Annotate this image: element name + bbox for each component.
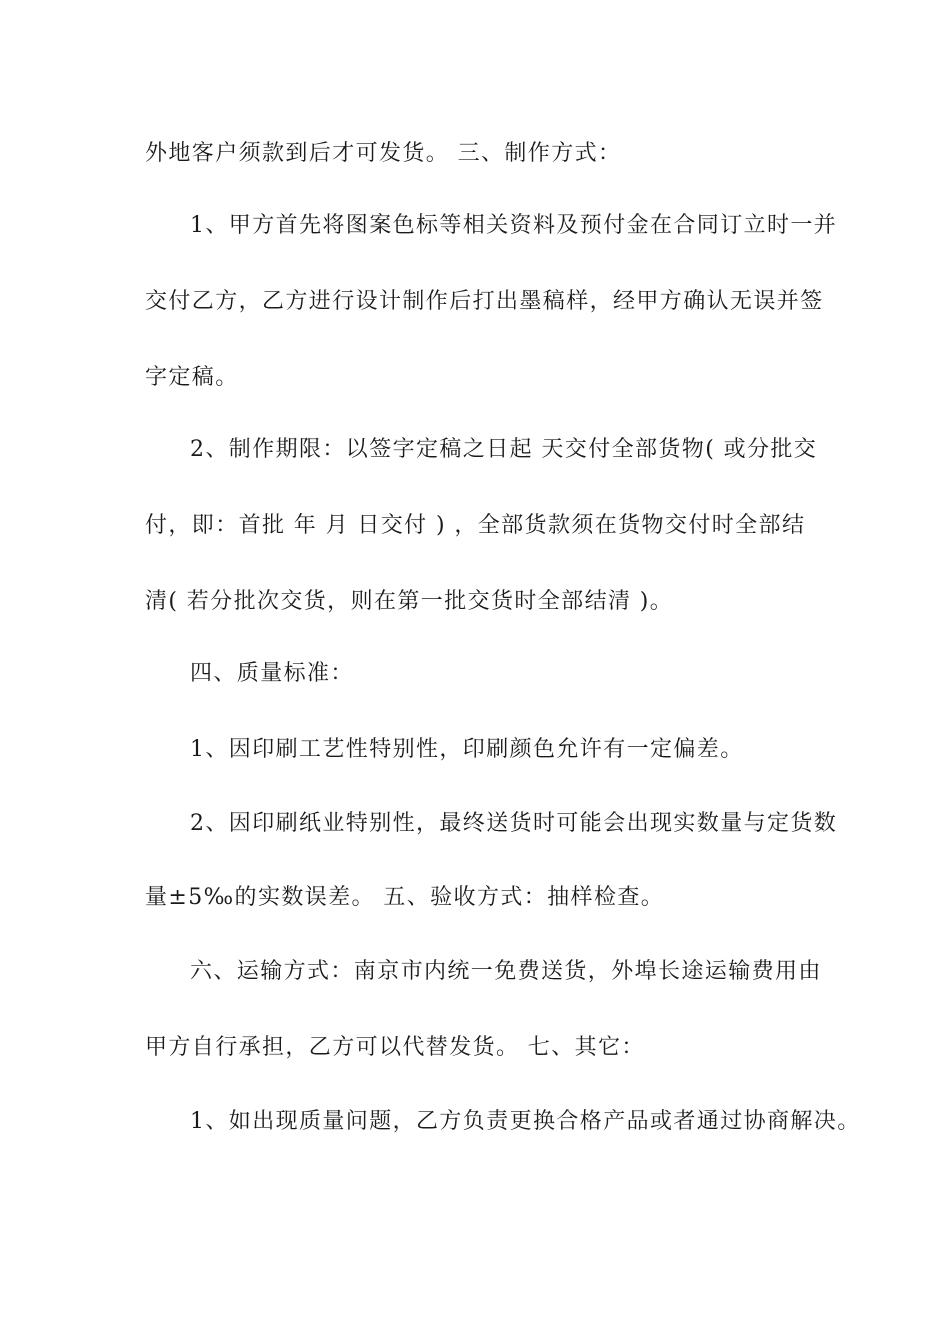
text-line: 甲方自行承担，乙方可以代替发货。 七、其它： bbox=[145, 1035, 645, 1060]
text-line: 1、如出现质量问题，乙方负责更换合格产品或者通过协商解决。 bbox=[190, 1109, 861, 1134]
text-line: 清( 若分批次交货，则在第一批交货时全部结清 )。 bbox=[145, 589, 674, 614]
text-line: 外地客户须款到后才可发货。 三、制作方式： bbox=[145, 141, 622, 166]
text-line: 六、运输方式：南京市内统一免费送货，外埠长途运输费用由 bbox=[190, 959, 822, 984]
text-line: 2、制作期限：以签字定稿之日起 天交付全部货物( 或分批交 bbox=[190, 437, 818, 462]
text-line: 2、因印刷纸业特别性，最终送货时可能会出现实数量与定货数 bbox=[190, 811, 838, 836]
text-line: 1、甲方首先将图案色标等相关资料及预付金在合同订立时一并 bbox=[190, 213, 838, 238]
text-line: 付，即：首批 年 月 日交付 ) ，全部货款须在货物交付时全部结 bbox=[145, 513, 806, 538]
text-line: 字定稿。 bbox=[145, 365, 239, 390]
text-line: 1、因印刷工艺性特别性，印刷颜色允许有一定偏差。 bbox=[190, 737, 744, 762]
section-heading: 四、质量标准： bbox=[190, 661, 354, 686]
text-line: 交付乙方，乙方进行设计制作后打出墨稿样，经甲方确认无误并签 bbox=[145, 289, 824, 314]
text-line: 量±5‰的实数误差。 五、验收方式：抽样检查。 bbox=[145, 885, 665, 910]
